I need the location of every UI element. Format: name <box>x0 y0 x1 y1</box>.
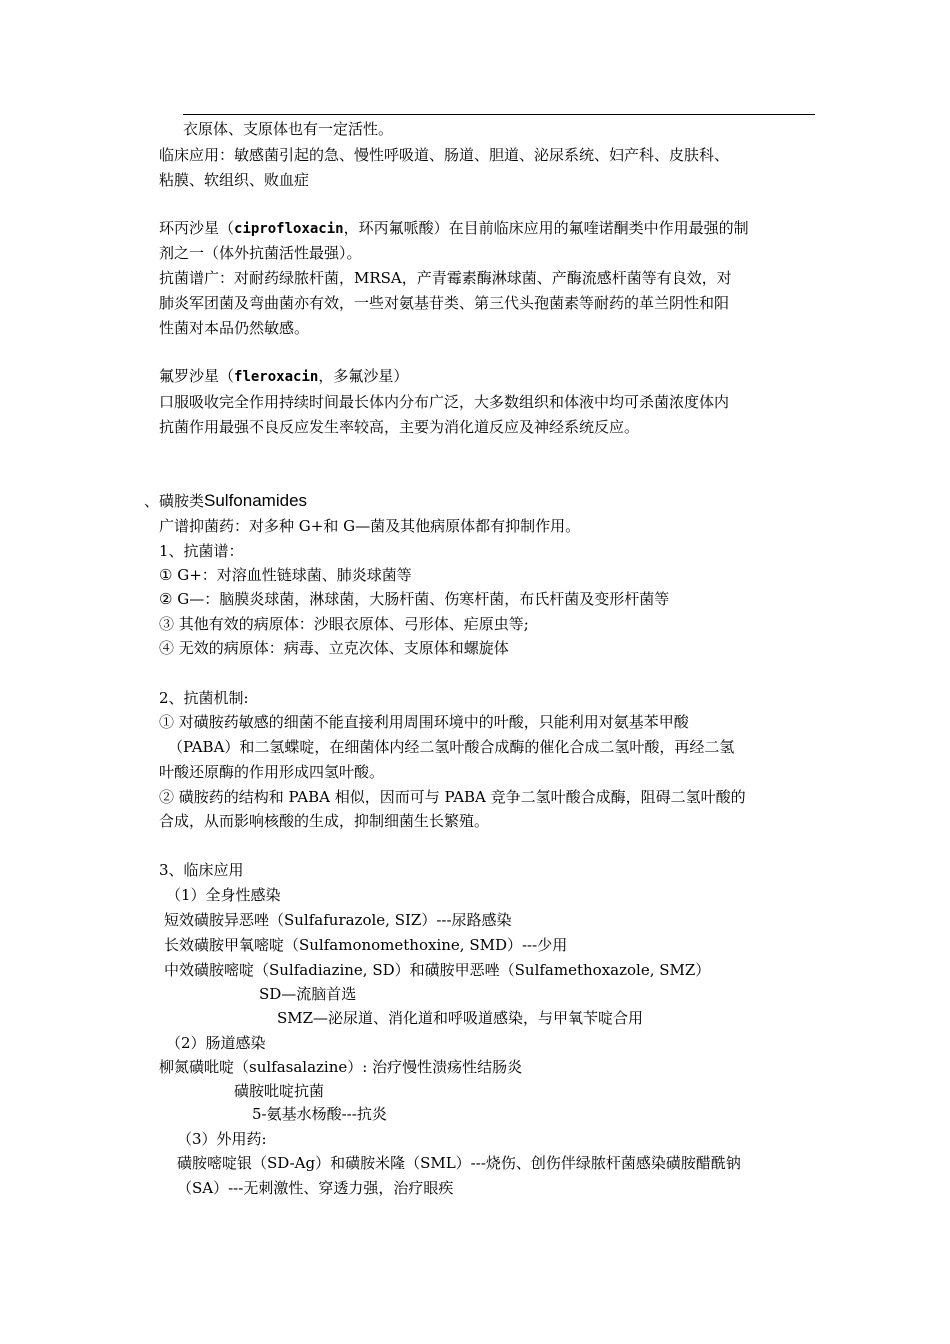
text-line: 临床应用：敏感菌引起的急、慢性呼吸道、肠道、胆道、泌尿系统、妇产科、皮肤科、 <box>159 146 730 164</box>
text-line: 肺炎军团菌及弯曲菌亦有效，一些对氨基苷类、第三代头孢菌素等耐药的革兰阴性和阳 <box>159 294 730 312</box>
text-line: 磺胺吡啶抗菌 <box>234 1082 325 1100</box>
text-line: （1）全身性感染 <box>166 886 281 904</box>
subsection-title: 2、抗菌机制: <box>159 689 249 707</box>
heading-en: Sulfonamides <box>204 491 308 510</box>
text-line: ② 磺胺药的结构和 PABA 相似，因而可与 PABA 竞争二氢叶酸合成酶，阻碍二氢叶酸的 <box>159 788 746 806</box>
text-line: 口服吸收完全作用持续时间最长体内分布广泛，大多数组织和体液中均可杀菌浓度体内 <box>159 393 730 411</box>
subsection-title: 3、临床应用 <box>159 861 244 879</box>
section-heading <box>144 491 307 511</box>
text-line: 粘膜、软组织、败血症 <box>159 171 310 189</box>
text-span: ，环丙氟哌酸）在目前临床应用的氟喹诺酮类中作用最强的制 <box>343 219 749 237</box>
text-line: 柳氮磺吡啶（sulfasalazine）: 治疗慢性溃疡性结肠炎 <box>159 1058 523 1076</box>
text-line: 抗菌谱广：对耐药绿脓杆菌，MRSA，产青霉素酶淋球菌、产酶流感杆菌等有良效，对 <box>159 269 732 287</box>
list-item: ② G—：脑膜炎球菌，淋球菌，大肠杆菌、伤寒杆菌，布氏杆菌及变形杆菌等 <box>159 590 670 608</box>
header-rule <box>183 114 815 115</box>
list-item: ④ 无效的病原体：病毒、立克次体、支原体和螺旋体 <box>159 639 509 657</box>
drug-name-en: ciprofloxacin <box>234 221 344 237</box>
list-item: ① G+：对溶血性链球菌、肺炎球菌等 <box>159 566 412 584</box>
flero-title-line <box>159 366 408 387</box>
subsection-title: 1、抗菌谱： <box>159 542 244 560</box>
text-line: 长效磺胺甲氧嘧啶（Sulfamonomethoxine, SMD）---少用 <box>164 936 568 954</box>
text-line: 叶酸还原酶的作用形成四氢叶酸。 <box>159 763 385 781</box>
text-line: （PABA）和二氢蝶啶，在细菌体内经二氢叶酸合成酶的催化合成二氢叶酸，再经二氢 <box>168 738 735 756</box>
cipro-title-line <box>159 218 749 239</box>
text-line: 5-氨基水杨酸---抗炎 <box>252 1105 387 1123</box>
text-span: 环丙沙星（ <box>159 219 235 237</box>
text-line: 磺胺嘧啶银（SD-Ag）和磺胺米隆（SML）---烧伤、创伤伴绿脓杆菌感染磺胺醋酰钠 <box>177 1154 741 1172</box>
text-line: SD—流脑首选 <box>259 985 357 1003</box>
text-line: 剂之一（体外抗菌活性最强）。 <box>159 244 362 262</box>
text-line: 短效磺胺异恶唑（Sulfafurazole, SIZ）---尿路感染 <box>164 911 512 929</box>
text-line: 性菌对本品仍然敏感。 <box>159 319 310 337</box>
text-line: （3）外用药: <box>177 1130 267 1148</box>
text-line: （SA）---无刺激性、穿透力强，治疗眼疾 <box>177 1179 454 1197</box>
text-line: 抗菌作用最强不良反应发生率较高，主要为消化道反应及神经系统反应。 <box>159 418 640 436</box>
text-line: 中效磺胺嘧啶（Sulfadiazine, SD）和磺胺甲恶唑（Sulfamethoxazole, SMZ） <box>164 961 711 979</box>
text-line: 衣原体、支原体也有一定活性。 <box>183 120 394 138</box>
text-line: 合成，从而影响核酸的生成，抑制细菌生长繁殖。 <box>159 812 490 830</box>
drug-name-en: fleroxacin <box>234 369 319 385</box>
text-line: （2）肠道感染 <box>166 1034 266 1052</box>
text-span: ，多氟沙星） <box>318 367 409 385</box>
list-item: ③ 其他有效的病原体：沙眼衣原体、弓形体、疟原虫等; <box>159 615 529 633</box>
text-line: SMZ—泌尿道、消化道和呼吸道感染，与甲氧苄啶合用 <box>277 1009 644 1027</box>
text-line: 广谱抑菌药：对多种 G+和 G—菌及其他病原体都有抑制作用。 <box>159 517 581 535</box>
text-line: ① 对磺胺药敏感的细菌不能直接利用周围环境中的叶酸，只能利用对氨基苯甲酸 <box>159 713 689 731</box>
text-span: 氟罗沙星（ <box>159 367 235 385</box>
text-span: 、磺胺类 <box>144 492 205 510</box>
